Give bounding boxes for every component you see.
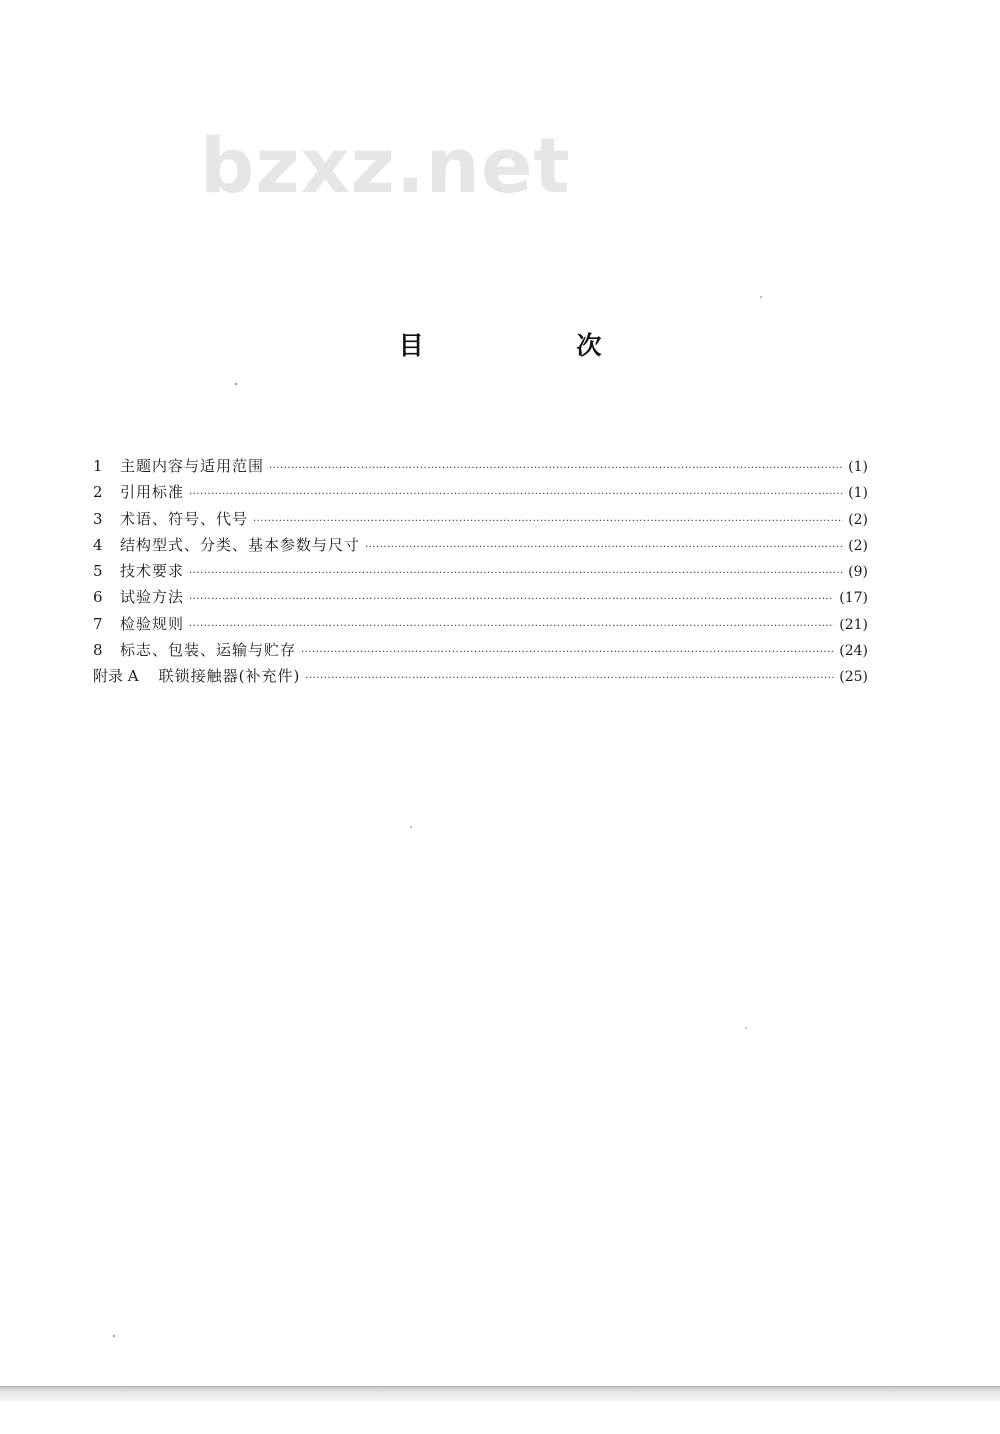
toc-entry-page: (21) — [839, 616, 868, 633]
toc-entry — [93, 639, 868, 665]
table-of-contents — [93, 455, 868, 692]
toc-entry-appendix — [93, 665, 868, 691]
toc-leader-dots — [189, 616, 834, 638]
toc-entry-page: (17) — [839, 590, 868, 607]
toc-leader-dots — [189, 589, 834, 611]
scan-speck — [760, 296, 762, 298]
toc-entry-number: 1 — [93, 457, 103, 475]
toc-entry-number: 6 — [93, 588, 103, 607]
toc-entry-number: 附录 A — [93, 667, 139, 686]
toc-leader-dots — [305, 668, 834, 690]
toc-leader-dots — [365, 537, 843, 559]
toc-entry — [93, 560, 868, 586]
scan-speck — [235, 383, 237, 385]
toc-entry-page: (24) — [839, 643, 868, 660]
toc-entry-number: 5 — [93, 562, 103, 581]
toc-entry-page: (2) — [848, 537, 868, 554]
toc-entry-label: 术语、符号、代号 — [120, 509, 249, 528]
toc-entry-label: 试验方法 — [120, 588, 185, 607]
toc-entry — [93, 508, 868, 534]
toc-entry — [93, 586, 868, 612]
toc-leader-dots — [189, 563, 843, 585]
toc-entry-label: 标志、包装、运输与贮存 — [120, 641, 297, 660]
toc-entry-number: 3 — [93, 509, 103, 528]
page-title: 目 次 — [398, 331, 674, 360]
toc-entry-label: 检验规则 — [120, 614, 185, 633]
toc-entry — [93, 481, 868, 507]
toc-entry-label: 结构型式、分类、基本参数与尺寸 — [120, 535, 361, 554]
toc-leader-dots — [301, 642, 834, 664]
toc-entry-page: (25) — [839, 669, 868, 686]
toc-entry-number: 8 — [93, 641, 103, 660]
toc-entry-label: 技术要求 — [120, 562, 185, 581]
scan-speck — [113, 1335, 115, 1337]
toc-leader-dots — [189, 484, 843, 506]
toc-entry-label: 主题内容与适用范围 — [120, 457, 265, 475]
toc-entry — [93, 455, 868, 481]
toc-entry — [93, 613, 868, 639]
page-bottom-edge — [0, 1386, 1000, 1401]
toc-entry-page: (2) — [848, 511, 868, 528]
toc-entry-page: (1) — [848, 485, 868, 502]
scan-speck — [410, 826, 412, 828]
toc-entry-number: 4 — [93, 535, 103, 554]
scan-speck — [745, 1027, 747, 1029]
toc-entry-number: 7 — [93, 614, 103, 633]
toc-entry-page: (9) — [848, 564, 868, 581]
toc-leader-dots — [269, 458, 843, 480]
toc-entry — [93, 534, 868, 560]
toc-entry-page: (1) — [848, 459, 868, 475]
toc-leader-dots — [253, 511, 843, 533]
toc-entry-number: 2 — [93, 483, 103, 502]
watermark: bzxz.net — [200, 121, 571, 210]
toc-entry-label: 引用标准 — [120, 483, 185, 502]
toc-entry-label: 联锁接触器(补充件) — [158, 667, 301, 686]
